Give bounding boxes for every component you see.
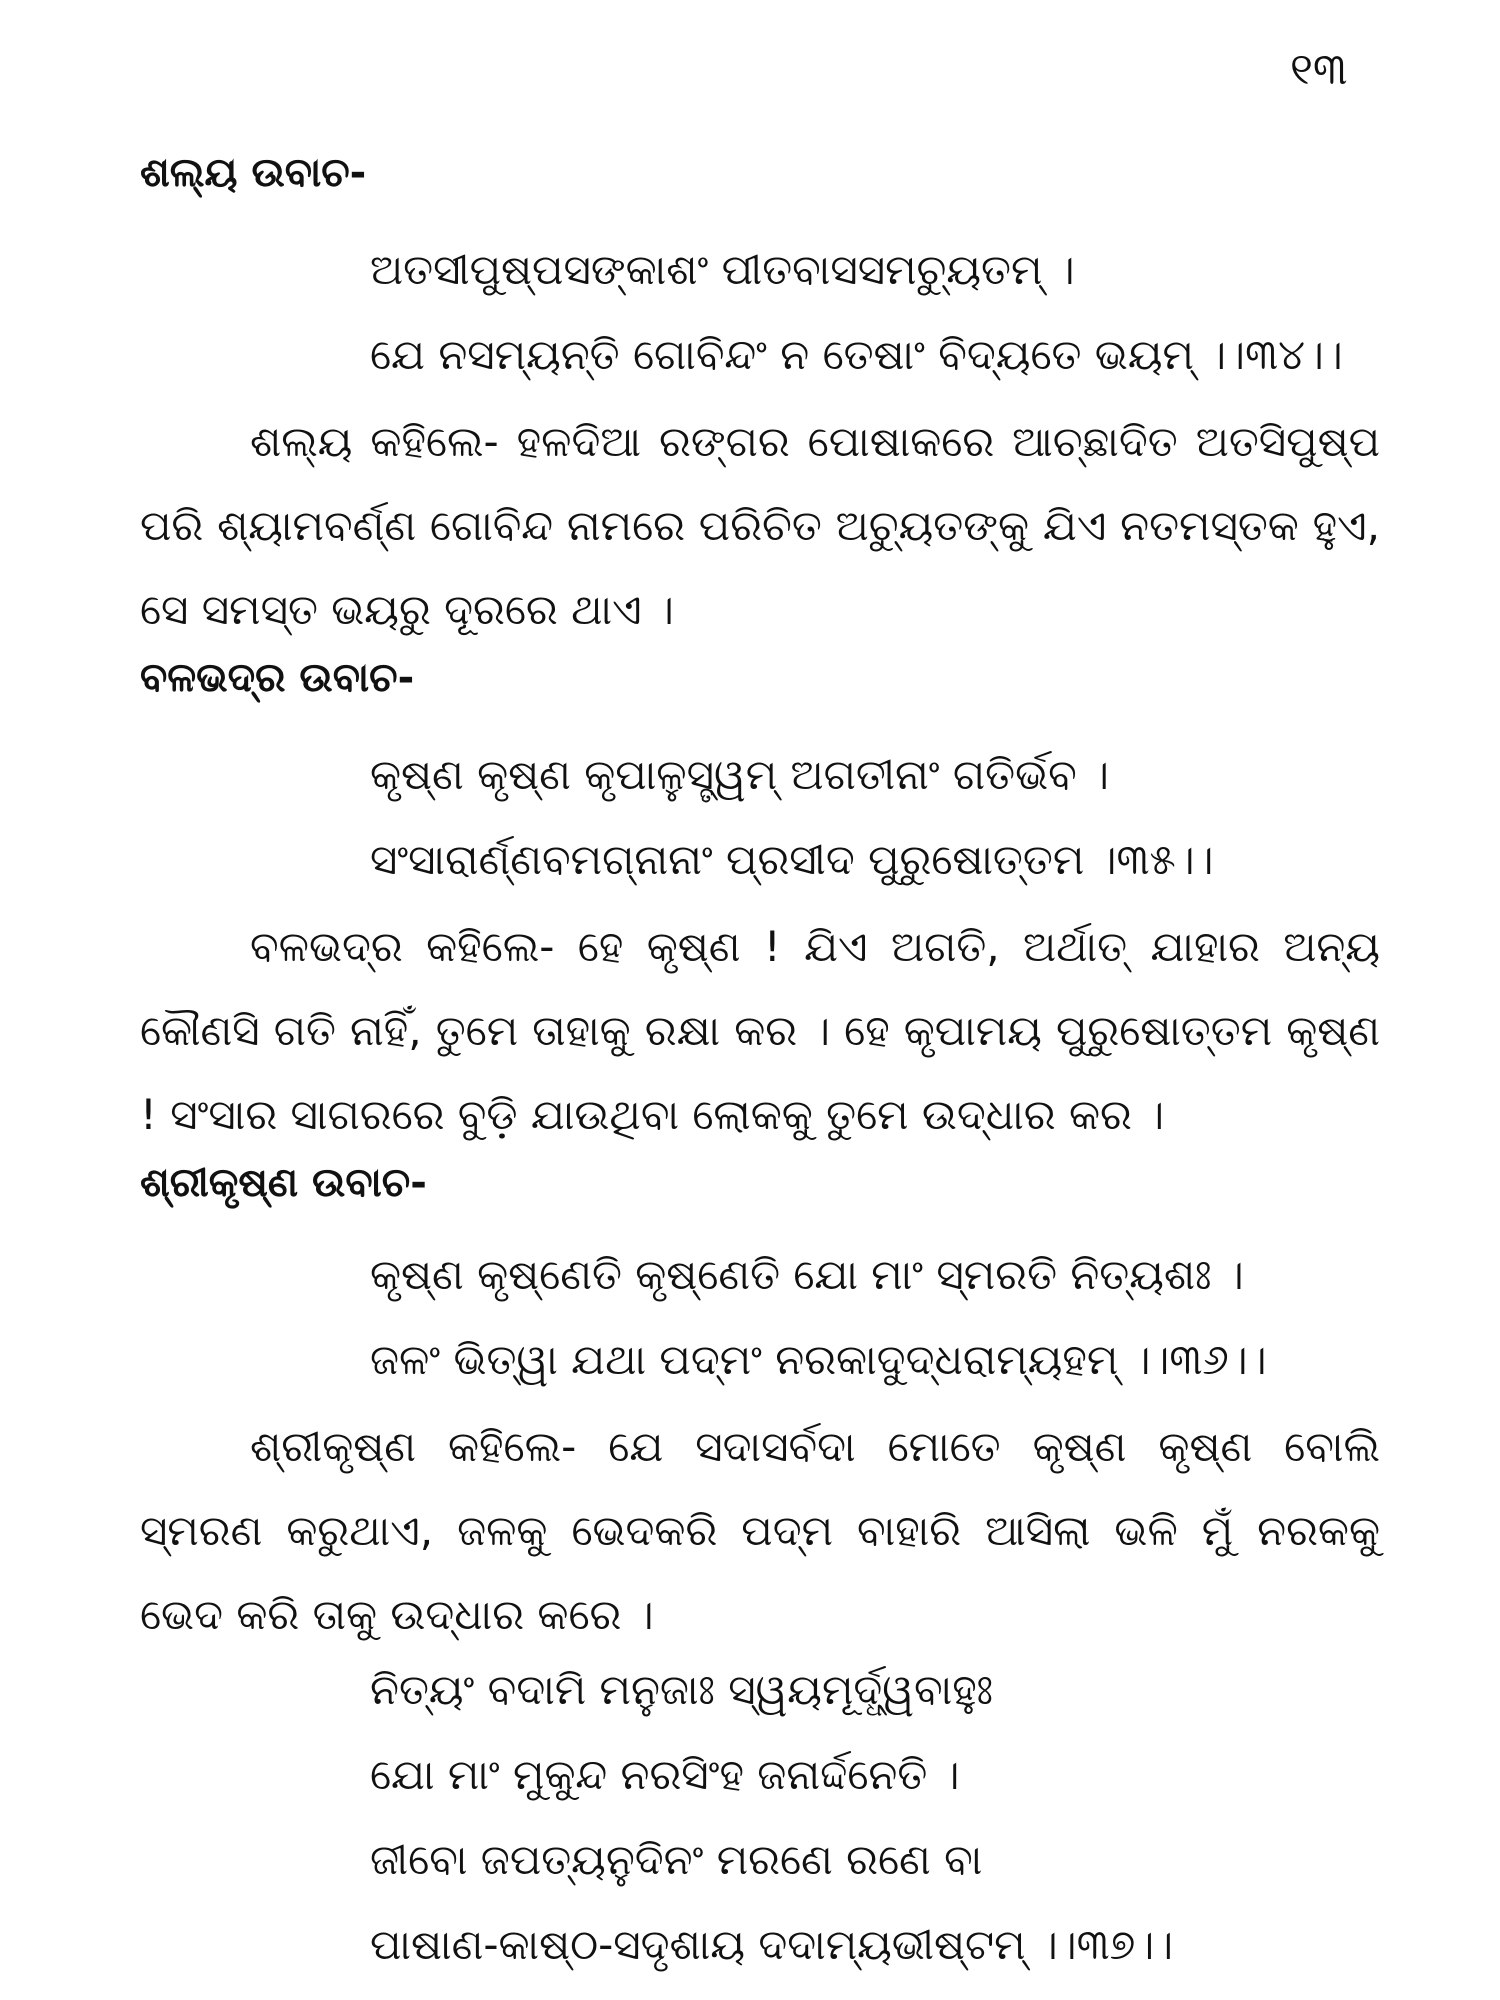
translation-paragraph: ବଳଭଦ୍ର କହିଲେ- ହେ କୃଷ୍ଣ ! ଯିଏ ଅଗତି, ଅର୍ଥାତ୍ ଯାହାର ଅନ୍ୟ କୌଣସି ଗତି ନାହିଁ, ତୁମେ ତାହାକୁ ରକ୍ଷା କର । ହେ କୃପାମୟ ପୁରୁଷୋତ୍ତମ କୃଷ୍ଣ ! ସଂସାର ସାଗରରେ ବୁଡ଼ି ଯାଉଥିବା ଲୋକକୁ ତୁମେ ଉଦ୍ଧାର କର । (140, 922, 1380, 1139)
verse-line: କୃଷ୍ଣ କୃଷ୍ଣ କୃପାଳୁସ୍ତ୍ୱମ୍ ଅଗତୀନାଂ ଗତିର୍ଭବ । (370, 750, 1110, 799)
verse-line: କୃଷ୍ଣ କୃଷ୍ଣେତି କୃଷ୍ଣେତି ଯୋ ମାଂ ସ୍ମରତି ନିତ୍ୟଶଃ । (370, 1250, 1244, 1299)
verse-line: ସଂସାରାର୍ଣ୍ଣବମଗ୍ନାନାଂ ପ୍ରସୀଦ ପୁରୁଷୋତ୍ତମ ।୩୫।। (370, 835, 1214, 884)
speaker-heading-balabhadra: ବଳଭଦ୍ର ଉବାଚ- (140, 655, 415, 701)
translation-paragraph: ଶଲ୍ୟ କହିଲେ- ହଳଦିଆ ରଙ୍ଗର ପୋଷାକରେ ଆଚ୍ଛାଦିତ ଅତସିପୁଷ୍ପ ପରି ଶ୍ୟାମବର୍ଣ୍ଣ ଗୋବିନ୍ଦ ନାମରେ ପରିଚିତ ଅଚ୍ୟୁତଙ୍କୁ ଯିଏ ନତମସ୍ତକ ହୁଏ, ସେ ସମସ୍ତ ଭୟରୁ ଦୂରରେ ଥାଏ । (140, 417, 1380, 634)
verse-line: ଅତସୀପୁଷ୍ପସଙ୍କାଶଂ ପୀତବାସସମଚ୍ୟୁତମ୍ । (370, 245, 1075, 294)
translation-paragraph: ଶ୍ରୀକୃଷ୍ଣ କହିଲେ- ଯେ ସଦାସର୍ବଦା ମୋତେ କୃଷ୍ଣ କୃଷ୍ଣ ବୋଲି ସ୍ମରଣ କରୁଥାଏ, ଜଳକୁ ଭେଦକରି ପଦ୍ମ ବାହାରି ଆସିଲା ଭଳି ମୁଁ ନରକକୁ ଭେଦ କରି ତାକୁ ଉଦ୍ଧାର କରେ । (140, 1422, 1380, 1639)
verse-line: ଯେ ନସମ୍ୟନ୍ତି ଗୋବିନ୍ଦଂ ନ ତେଷାଂ ବିଦ୍ୟତେ ଭୟମ୍ ।।୩୪।। (370, 330, 1343, 379)
speaker-heading-srikrishna: ଶ୍ରୀକୃଷ୍ଣ ଉବାଚ- (140, 1160, 427, 1206)
verse-line: ଯୋ ମାଂ ମୁକୁନ୍ଦ ନରସିଂହ ଜନାର୍ଦ୍ଦନେତି । (370, 1750, 960, 1799)
speaker-heading-shalya: ଶଲ୍ୟ ଉବାଚ- (140, 150, 367, 196)
verse-line: ଜୀବୋ ଜପତ୍ୟନୁଦିନଂ ମରଣେ ରଣେ ବା (370, 1835, 983, 1884)
verse-line: ଜଳଂ ଭିତ୍ୱା ଯଥା ପଦ୍ମଂ ନରକାଦୁଦ୍ଧରାମ୍ୟହମ୍ ।।୩୬।। (370, 1335, 1267, 1384)
verse-line: ପାଷାଣ-କାଷ୍ଠ-ସଦୃଶାୟ ଦଦାମ୍ୟଭୀଷ୍ଟମ୍ ।।୩୭।। (370, 1920, 1174, 1969)
verse-line: ନିତ୍ୟଂ ବଦାମି ମନୁଜାଃ ସ୍ୱୟମୂର୍ଦ୍ଧ୍ୱବାହୁଃ (370, 1665, 994, 1714)
page-number: ୧୩ (1290, 44, 1348, 95)
